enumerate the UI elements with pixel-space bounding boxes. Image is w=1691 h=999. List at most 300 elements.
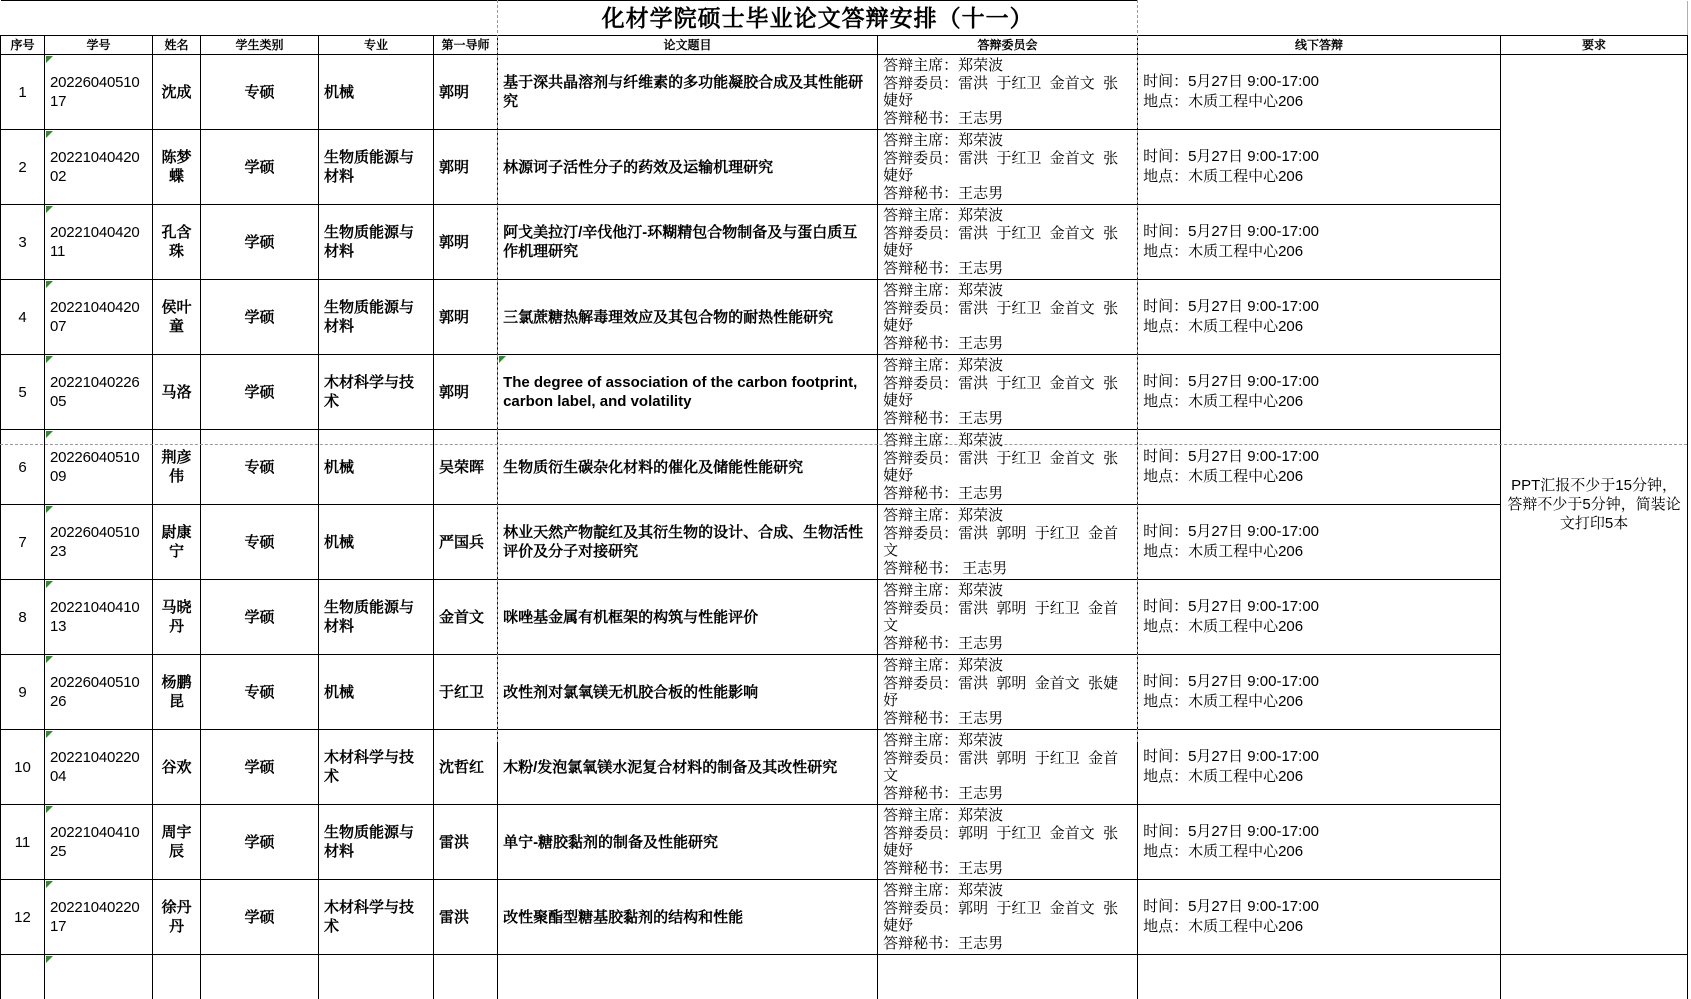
committee-chair-label: 答辩主席：: [883, 282, 958, 299]
col-header-committee[interactable]: 答辩委员会: [878, 36, 1138, 55]
committee-chair-label: 答辩主席：: [883, 882, 958, 899]
committee-chair-name: 郑荣波: [958, 507, 1003, 524]
committee-members-line: [883, 750, 1132, 785]
committee-chair-name: 郑荣波: [958, 807, 1003, 824]
cell-category[interactable]: 学硕: [201, 130, 319, 205]
committee-chair-label: 答辩主席：: [883, 807, 958, 824]
offline-place-label: 地点：: [1143, 393, 1188, 410]
committee-chair-line: [883, 357, 1132, 375]
cell-student-id[interactable]: 2022104042002: [45, 130, 153, 205]
committee-chair-label: 答辩主席：: [883, 132, 958, 149]
committee-secretary-line: [883, 635, 1132, 653]
cell-offline-defense[interactable]: [1138, 280, 1501, 355]
empty-cell[interactable]: [153, 955, 201, 999]
offline-place-label: 地点：: [1143, 693, 1188, 710]
empty-cell[interactable]: [1, 955, 45, 999]
cell-advisor[interactable]: 雷洪: [434, 880, 498, 955]
cell-index[interactable]: 12: [1, 880, 45, 955]
cell-index[interactable]: 10: [1, 730, 45, 805]
cell-committee[interactable]: [878, 805, 1138, 880]
offline-place-line: [1143, 317, 1495, 337]
cell-name[interactable]: 马晓丹: [153, 580, 201, 655]
committee-members-label: 答辩委员：: [883, 300, 958, 317]
offline-time-line: [1143, 447, 1495, 467]
title-row-left-spacer: [1, 1, 498, 36]
committee-members-label: 答辩委员：: [883, 825, 958, 842]
offline-time-value: 5月27日 9:00-17:00: [1188, 598, 1319, 615]
title-row-right-spacer: [1138, 1, 1688, 36]
committee-secretary-name: 王志男: [958, 935, 1003, 952]
committee-chair-label: 答辩主席：: [883, 57, 958, 74]
cell-thesis-title[interactable]: 改性聚酯型糖基胶黏剂的结构和性能: [498, 880, 878, 955]
offline-time-label: 时间：: [1143, 73, 1188, 90]
offline-time-line: [1143, 897, 1495, 917]
committee-secretary-name: 王志男: [958, 335, 1003, 352]
offline-place-value: 木质工程中心206: [1188, 693, 1303, 710]
table-row: [1, 505, 1688, 580]
offline-place-label: 地点：: [1143, 93, 1188, 110]
cell-category[interactable]: 学硕: [201, 280, 319, 355]
cell-index[interactable]: 7: [1, 505, 45, 580]
committee-secretary-label: 答辩秘书：: [883, 335, 958, 352]
table-row: [1, 130, 1688, 205]
committee-members-line: [883, 300, 1132, 335]
cell-index[interactable]: 4: [1, 280, 45, 355]
cell-thesis-title[interactable]: The degree of association of the carbon footprint, carbon label, and volatility: [498, 355, 878, 430]
committee-secretary-line: [883, 710, 1132, 728]
offline-place-line: [1143, 467, 1495, 487]
cell-advisor[interactable]: 郭明: [434, 130, 498, 205]
cell-student-id[interactable]: 2022604051009: [45, 430, 153, 505]
offline-time-label: 时间：: [1143, 898, 1188, 915]
cell-thesis-title[interactable]: 三氯蔗糖热解毒理效应及其包合物的耐热性能研究: [498, 280, 878, 355]
table-row: [1, 730, 1688, 805]
col-header-offline[interactable]: 线下答辩: [1138, 36, 1501, 55]
offline-place-value: 木质工程中心206: [1188, 243, 1303, 260]
committee-members-label: 答辩委员：: [883, 225, 958, 242]
cell-thesis-title[interactable]: 阿戈美拉汀/辛伐他汀-环糊精包合物制备及与蛋白质互作机理研究: [498, 205, 878, 280]
cell-committee[interactable]: [878, 280, 1138, 355]
committee-secretary-name: 王志男: [958, 410, 1003, 427]
cell-offline-defense[interactable]: [1138, 580, 1501, 655]
empty-cell[interactable]: [1138, 955, 1501, 999]
committee-chair-label: 答辩主席：: [883, 357, 958, 374]
offline-place-line: [1143, 167, 1495, 187]
offline-time-line: [1143, 522, 1495, 542]
cell-name[interactable]: 周宇辰: [153, 805, 201, 880]
offline-time-label: 时间：: [1143, 673, 1188, 690]
committee-secretary-label: 答辩秘书：: [883, 560, 958, 577]
cell-major[interactable]: 木材科学与技术: [319, 355, 434, 430]
committee-chair-name: 郑荣波: [958, 432, 1003, 449]
cell-thesis-title[interactable]: 咪唑基金属有机框架的构筑与性能评价: [498, 580, 878, 655]
committee-chair-name: 郑荣波: [958, 657, 1003, 674]
cell-thesis-title[interactable]: 单宁-糖胶黏剂的制备及性能研究: [498, 805, 878, 880]
cell-thesis-title[interactable]: 林源诃子活性分子的药效及运输机理研究: [498, 130, 878, 205]
committee-chair-label: 答辩主席：: [883, 432, 958, 449]
committee-secretary-label: 答辩秘书：: [883, 410, 958, 427]
empty-cell[interactable]: [498, 955, 878, 999]
cell-major[interactable]: 机械: [319, 55, 434, 130]
committee-secretary-name: 王志男: [958, 485, 1003, 502]
committee-chair-name: 郑荣波: [958, 357, 1003, 374]
committee-chair-name: 郑荣波: [958, 582, 1003, 599]
cell-name[interactable]: 马洛: [153, 355, 201, 430]
offline-place-label: 地点：: [1143, 468, 1188, 485]
committee-chair-label: 答辩主席：: [883, 582, 958, 599]
cell-student-id[interactable]: 2022604051023: [45, 505, 153, 580]
offline-time-value: 5月27日 9:00-17:00: [1188, 223, 1319, 240]
cell-index[interactable]: 2: [1, 130, 45, 205]
table-row: [1, 205, 1688, 280]
offline-time-value: 5月27日 9:00-17:00: [1188, 523, 1319, 540]
committee-chair-name: 郑荣波: [958, 57, 1003, 74]
cell-committee[interactable]: [878, 430, 1138, 505]
offline-time-value: 5月27日 9:00-17:00: [1188, 748, 1319, 765]
cell-name[interactable]: 沈成: [153, 55, 201, 130]
cell-index[interactable]: 11: [1, 805, 45, 880]
cell-category[interactable]: 学硕: [201, 730, 319, 805]
committee-secretary-label: 答辩秘书：: [883, 635, 958, 652]
committee-secretary-label: 答辩秘书：: [883, 935, 958, 952]
cell-student-id[interactable]: 2022104022017: [45, 880, 153, 955]
cell-offline-defense[interactable]: [1138, 130, 1501, 205]
committee-members-label: 答辩委员：: [883, 150, 958, 167]
table-row: [1, 55, 1688, 130]
offline-place-label: 地点：: [1143, 243, 1188, 260]
cell-advisor[interactable]: 郭明: [434, 205, 498, 280]
cell-index[interactable]: 1: [1, 55, 45, 130]
committee-secretary-name: 王志男: [958, 110, 1003, 127]
committee-chair-line: [883, 432, 1132, 450]
table-row: [1, 880, 1688, 955]
cell-student-id[interactable]: 2022104041013: [45, 580, 153, 655]
cell-name[interactable]: 陈梦蝶: [153, 130, 201, 205]
cell-offline-defense[interactable]: [1138, 805, 1501, 880]
offline-place-value: 木质工程中心206: [1188, 543, 1303, 560]
cell-committee[interactable]: [878, 130, 1138, 205]
committee-secretary-label: 答辩秘书：: [883, 185, 958, 202]
cell-name[interactable]: 尉康宁: [153, 505, 201, 580]
cell-committee[interactable]: [878, 505, 1138, 580]
committee-secretary-label: 答辩秘书：: [883, 110, 958, 127]
offline-time-value: 5月27日 9:00-17:00: [1188, 298, 1319, 315]
committee-chair-line: [883, 732, 1132, 750]
cell-advisor[interactable]: 雷洪: [434, 805, 498, 880]
col-header-category[interactable]: 学生类别: [201, 36, 319, 55]
offline-place-line: [1143, 617, 1495, 637]
offline-time-label: 时间：: [1143, 223, 1188, 240]
cell-major[interactable]: 生物质能源与材料: [319, 805, 434, 880]
cell-major[interactable]: 机械: [319, 505, 434, 580]
cell-student-id[interactable]: 2022104041025: [45, 805, 153, 880]
offline-place-label: 地点：: [1143, 618, 1188, 635]
committee-chair-line: [883, 657, 1132, 675]
col-header-index[interactable]: 序号: [1, 36, 45, 55]
committee-members-label: 答辩委员：: [883, 525, 958, 542]
cell-advisor[interactable]: 郭明: [434, 355, 498, 430]
title-row: [1, 1, 1688, 36]
cell-category[interactable]: 专硕: [201, 655, 319, 730]
cell-offline-defense[interactable]: [1138, 355, 1501, 430]
cell-advisor[interactable]: 沈哲红: [434, 730, 498, 805]
offline-time-label: 时间：: [1143, 373, 1188, 390]
committee-members-line: [883, 825, 1132, 860]
committee-members-names: 雷洪 于红卫 金首文 张婕妤: [883, 375, 1118, 410]
committee-secretary-line: [883, 185, 1132, 203]
cell-major[interactable]: 机械: [319, 655, 434, 730]
offline-time-value: 5月27日 9:00-17:00: [1188, 73, 1319, 90]
committee-chair-line: [883, 207, 1132, 225]
committee-members-names: 雷洪 郭明 于红卫 金首文: [883, 750, 1118, 785]
committee-members-label: 答辩委员：: [883, 750, 958, 767]
offline-place-line: [1143, 242, 1495, 262]
committee-chair-name: 郑荣波: [958, 132, 1003, 149]
cell-thesis-title[interactable]: 改性剂对氯氧镁无机胶合板的性能影响: [498, 655, 878, 730]
cell-category[interactable]: 学硕: [201, 205, 319, 280]
cell-advisor[interactable]: 郭明: [434, 280, 498, 355]
committee-secretary-name: 王志男: [958, 860, 1003, 877]
cell-index[interactable]: 8: [1, 580, 45, 655]
cell-category[interactable]: 学硕: [201, 880, 319, 955]
cell-major[interactable]: 机械: [319, 430, 434, 505]
offline-time-label: 时间：: [1143, 523, 1188, 540]
committee-chair-label: 答辩主席：: [883, 732, 958, 749]
empty-cell[interactable]: [878, 955, 1138, 999]
empty-cell[interactable]: [434, 955, 498, 999]
cell-advisor[interactable]: 郭明: [434, 55, 498, 130]
cell-offline-defense[interactable]: [1138, 205, 1501, 280]
cell-category[interactable]: 专硕: [201, 55, 319, 130]
cell-advisor[interactable]: 于红卫: [434, 655, 498, 730]
cell-name[interactable]: 荆彦伟: [153, 430, 201, 505]
committee-members-line: [883, 900, 1132, 935]
committee-members-label: 答辩委员：: [883, 375, 958, 392]
committee-members-line: [883, 225, 1132, 260]
committee-secretary-name: 王志男: [958, 560, 1007, 577]
offline-place-line: [1143, 542, 1495, 562]
empty-cell[interactable]: [319, 955, 434, 999]
committee-secretary-line: [883, 785, 1132, 803]
cell-offline-defense[interactable]: [1138, 55, 1501, 130]
cell-offline-defense[interactable]: [1138, 880, 1501, 955]
cell-committee[interactable]: [878, 355, 1138, 430]
committee-members-names: 雷洪 于红卫 金首文 张婕妤: [883, 450, 1118, 485]
cell-major[interactable]: 生物质能源与材料: [319, 280, 434, 355]
offline-place-line: [1143, 767, 1495, 787]
offline-time-line: [1143, 222, 1495, 242]
offline-time-value: 5月27日 9:00-17:00: [1188, 823, 1319, 840]
committee-secretary-line: [883, 335, 1132, 353]
offline-time-label: 时间：: [1143, 448, 1188, 465]
offline-time-line: [1143, 822, 1495, 842]
offline-place-label: 地点：: [1143, 543, 1188, 560]
cell-student-id[interactable]: 2022104022004: [45, 730, 153, 805]
committee-members-label: 答辩委员：: [883, 600, 958, 617]
committee-chair-label: 答辩主席：: [883, 657, 958, 674]
col-header-name[interactable]: 姓名: [153, 36, 201, 55]
committee-members-line: [883, 600, 1132, 635]
committee-chair-line: [883, 57, 1132, 75]
table-row: [1, 280, 1688, 355]
cell-name[interactable]: 徐丹丹: [153, 880, 201, 955]
empty-cell[interactable]: [45, 955, 153, 999]
empty-partial-row: [1, 955, 1688, 999]
offline-place-value: 木质工程中心206: [1188, 168, 1303, 185]
offline-time-line: [1143, 147, 1495, 167]
cell-student-id[interactable]: 2022604051026: [45, 655, 153, 730]
cell-committee[interactable]: [878, 55, 1138, 130]
table-row: [1, 655, 1688, 730]
cell-name[interactable]: 孔含珠: [153, 205, 201, 280]
offline-time-line: [1143, 747, 1495, 767]
committee-secretary-label: 答辩秘书：: [883, 260, 958, 277]
offline-place-value: 木质工程中心206: [1188, 618, 1303, 635]
offline-time-value: 5月27日 9:00-17:00: [1188, 148, 1319, 165]
committee-members-line: [883, 675, 1132, 710]
table-row: [1, 430, 1688, 505]
committee-secretary-name: 王志男: [958, 185, 1003, 202]
committee-members-names: 雷洪 于红卫 金首文 张婕妤: [883, 150, 1118, 185]
cell-student-id[interactable]: 2022104042007: [45, 280, 153, 355]
cell-thesis-title[interactable]: 基于深共晶溶剂与纤维素的多功能凝胶合成及其性能研究: [498, 55, 878, 130]
committee-members-names: 雷洪 于红卫 金首文 张婕妤: [883, 300, 1118, 335]
offline-place-value: 木质工程中心206: [1188, 393, 1303, 410]
cell-student-id[interactable]: 2022104042011: [45, 205, 153, 280]
committee-chair-name: 郑荣波: [958, 207, 1003, 224]
cell-student-id[interactable]: 2022104022605: [45, 355, 153, 430]
committee-secretary-name: 王志男: [958, 635, 1003, 652]
offline-place-line: [1143, 392, 1495, 412]
offline-time-line: [1143, 372, 1495, 392]
cell-major[interactable]: 木材科学与技术: [319, 730, 434, 805]
offline-place-line: [1143, 917, 1495, 937]
cell-offline-defense[interactable]: [1138, 655, 1501, 730]
committee-secretary-label: 答辩秘书：: [883, 860, 958, 877]
cell-thesis-title[interactable]: 林业天然产物靛红及其衍生物的设计、合成、生物活性评价及分子对接研究: [498, 505, 878, 580]
committee-chair-line: [883, 132, 1132, 150]
committee-secretary-name: 王志男: [958, 260, 1003, 277]
committee-secretary-line: [883, 485, 1132, 503]
cell-offline-defense[interactable]: [1138, 730, 1501, 805]
cell-offline-defense[interactable]: [1138, 430, 1501, 505]
cell-major[interactable]: 生物质能源与材料: [319, 130, 434, 205]
committee-secretary-line: [883, 935, 1132, 953]
committee-chair-name: 郑荣波: [958, 732, 1003, 749]
offline-time-label: 时间：: [1143, 823, 1188, 840]
cell-thesis-title[interactable]: 生物质衍生碳杂化材料的催化及储能性能研究: [498, 430, 878, 505]
committee-chair-line: [883, 882, 1132, 900]
empty-cell[interactable]: [201, 955, 319, 999]
title-cell[interactable]: [498, 1, 1138, 36]
col-header-advisor[interactable]: 第一导师: [434, 36, 498, 55]
committee-secretary-line: [883, 260, 1132, 278]
offline-time-line: [1143, 672, 1495, 692]
cell-major[interactable]: 生物质能源与材料: [319, 205, 434, 280]
offline-place-value: 木质工程中心206: [1188, 468, 1303, 485]
cell-category[interactable]: 学硕: [201, 805, 319, 880]
committee-members-label: 答辩委员：: [883, 900, 958, 917]
cell-index[interactable]: 5: [1, 355, 45, 430]
committee-members-line: [883, 450, 1132, 485]
cell-index[interactable]: 3: [1, 205, 45, 280]
header-row: [1, 36, 1688, 55]
cell-name[interactable]: 杨鹏昆: [153, 655, 201, 730]
committee-members-names: 雷洪 于红卫 金首文 张婕妤: [883, 75, 1118, 110]
committee-members-label: 答辩委员：: [883, 675, 958, 692]
col-header-student-id[interactable]: 学号: [45, 36, 153, 55]
committee-secretary-label: 答辩秘书：: [883, 485, 958, 502]
committee-secretary-label: 答辩秘书：: [883, 785, 958, 802]
cell-advisor[interactable]: 严国兵: [434, 505, 498, 580]
committee-chair-name: 郑荣波: [958, 882, 1003, 899]
committee-members-names: 雷洪 郭明 金首文 张婕妤: [883, 675, 1118, 710]
cell-thesis-title[interactable]: 木粉/发泡氯氧镁水泥复合材料的制备及其改性研究: [498, 730, 878, 805]
offline-place-value: 木质工程中心206: [1188, 93, 1303, 110]
cell-committee[interactable]: [878, 580, 1138, 655]
committee-secretary-line: [883, 560, 1132, 578]
offline-time-value: 5月27日 9:00-17:00: [1188, 673, 1319, 690]
offline-time-label: 时间：: [1143, 748, 1188, 765]
offline-time-value: 5月27日 9:00-17:00: [1188, 898, 1319, 915]
committee-chair-label: 答辩主席：: [883, 207, 958, 224]
cell-committee[interactable]: [878, 730, 1138, 805]
cell-index[interactable]: 6: [1, 430, 45, 505]
offline-place-line: [1143, 842, 1495, 862]
offline-time-line: [1143, 297, 1495, 317]
committee-secretary-label: 答辩秘书：: [883, 710, 958, 727]
committee-members-line: [883, 375, 1132, 410]
cell-major[interactable]: 生物质能源与材料: [319, 580, 434, 655]
offline-place-value: 木质工程中心206: [1188, 843, 1303, 860]
committee-members-names: 雷洪 于红卫 金首文 张婕妤: [883, 225, 1118, 260]
empty-cell[interactable]: [1501, 955, 1688, 999]
committee-members-label: 答辩委员：: [883, 75, 958, 92]
cell-requirement[interactable]: PPT汇报不少于15分钟，答辩不少于5分钟，简装论文打印5本: [1501, 55, 1688, 955]
offline-place-value: 木质工程中心206: [1188, 318, 1303, 335]
cell-committee[interactable]: [878, 655, 1138, 730]
cell-committee[interactable]: [878, 880, 1138, 955]
committee-chair-line: [883, 582, 1132, 600]
committee-members-line: [883, 75, 1132, 110]
committee-chair-line: [883, 507, 1132, 525]
col-header-thesis[interactable]: 论文题目: [498, 36, 878, 55]
cell-name[interactable]: 谷欢: [153, 730, 201, 805]
offline-time-value: 5月27日 9:00-17:00: [1188, 448, 1319, 465]
table-row: [1, 805, 1688, 880]
committee-secretary-name: 王志男: [958, 785, 1003, 802]
cell-advisor[interactable]: 吴荣晖: [434, 430, 498, 505]
cell-category[interactable]: 专硕: [201, 430, 319, 505]
cell-advisor[interactable]: 金首文: [434, 580, 498, 655]
cell-category[interactable]: 专硕: [201, 505, 319, 580]
cell-category[interactable]: 学硕: [201, 355, 319, 430]
committee-chair-line: [883, 807, 1132, 825]
cell-index[interactable]: 9: [1, 655, 45, 730]
cell-offline-defense[interactable]: [1138, 505, 1501, 580]
cell-major[interactable]: 木材科学与技术: [319, 880, 434, 955]
cell-name[interactable]: 侯叶童: [153, 280, 201, 355]
offline-time-value: 5月27日 9:00-17:00: [1188, 373, 1319, 390]
cell-student-id[interactable]: 2022604051017: [45, 55, 153, 130]
table-row: [1, 580, 1688, 655]
cell-committee[interactable]: [878, 205, 1138, 280]
col-header-requirement[interactable]: 要求: [1501, 36, 1688, 55]
cell-category[interactable]: 学硕: [201, 580, 319, 655]
offline-place-label: 地点：: [1143, 768, 1188, 785]
committee-chair-name: 郑荣波: [958, 282, 1003, 299]
col-header-major[interactable]: 专业: [319, 36, 434, 55]
